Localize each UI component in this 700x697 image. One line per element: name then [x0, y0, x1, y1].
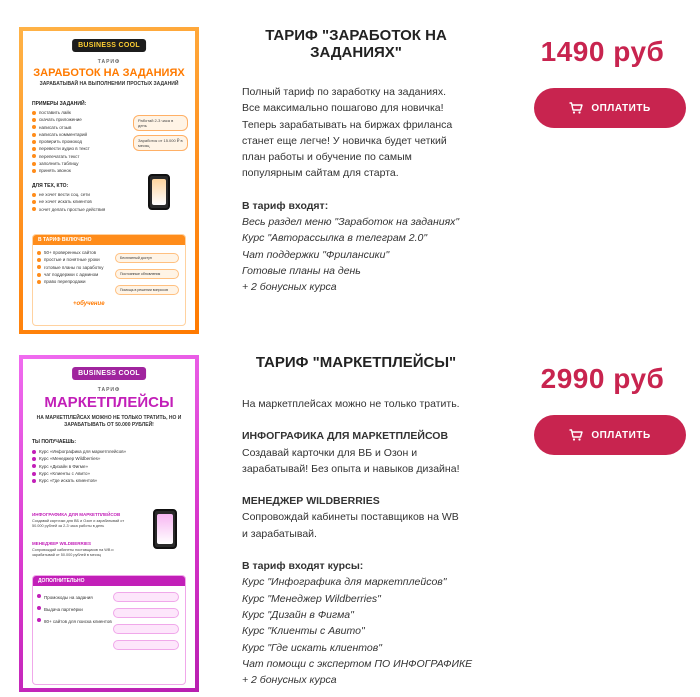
list-item: заполнить таблицу: [32, 160, 90, 167]
cart-icon: [569, 102, 583, 114]
poster-title: МАРКЕТПЛЕЙСЫ: [44, 394, 174, 411]
includes-item: Готовые планы на день: [242, 264, 361, 277]
description-line: план работы и обучение по самым: [242, 151, 412, 164]
pay-button[interactable]: [534, 415, 686, 455]
poster-tile: Помощь в решении вопросов: [115, 285, 179, 295]
list-item: Курс «Где искать клиентов»: [32, 477, 126, 484]
poster-audience-list: [32, 191, 105, 213]
tariff-card-tasks: [0, 0, 700, 345]
poster-text: Создавай карточки для ВБ и Озон и зарабатывай от 50.000 рублей за 2-3 часа работы в день: [32, 519, 125, 528]
list-item: 50+ проверенных сайтов: [37, 249, 103, 256]
poster-section-heading: ТЫ ПОЛУЧАЕШЬ:: [32, 439, 77, 445]
poster-kicker: ТАРИФ: [97, 59, 121, 65]
includes-heading: В тариф входят курсы:: [242, 560, 364, 573]
poster-tile: [113, 592, 179, 602]
tariff-poster-image: [19, 27, 199, 334]
description-line: зарабатывай! Без опыта и навыков дизайна!: [242, 462, 460, 475]
poster-extra-list: [37, 592, 112, 628]
poster-course-list: [32, 448, 126, 484]
list-item: Курс «Менеджер Wildberries»: [32, 455, 126, 462]
poster-section-heading: ИНФОГРАФИКА ДЛЯ МАРКЕТПЛЕЙСОВ: [32, 512, 121, 517]
poster-subtitle: ЗАРАБАТЫВАЙ НА ВЫПОЛНЕНИИ ПРОСТЫХ ЗАДАНИЙ: [39, 81, 179, 87]
includes-item: Чат помощи с экспертом ПО ИНФОГРАФИКЕ: [242, 657, 473, 670]
poster-box-heading: В ТАРИФ ВКЛЮЧЕНО: [33, 235, 185, 245]
tariff-price: 1490 руб: [540, 36, 665, 67]
poster-subtitle: НА МАРКЕТПЛЕЙСАХ МОЖНО НЕ ТОЛЬКО ТРАТИТЬ, НО И ЗАРАБАТЫВАТЬ ОТ 50.000 РУБЛЕЙ!: [36, 415, 182, 428]
includes-item: + 2 бонусных курса: [242, 674, 337, 687]
poster-section-heading: ПРИМЕРЫ ЗАДАНИЙ:: [32, 101, 87, 107]
list-item: Выдача партнёрки: [37, 604, 112, 616]
tariff-title: ТАРИФ "МАРКЕТПЛЕЙСЫ": [255, 354, 457, 371]
list-item: право перепродажи: [37, 278, 103, 285]
brand-logo: BUSINESS COOL: [72, 39, 146, 52]
list-item: не хочет вести соц. сети: [32, 191, 105, 198]
includes-heading: В тариф входят:: [242, 199, 329, 212]
includes-item: Курс "Инфографика для маркетплейсов": [242, 576, 447, 589]
list-item: 80+ сайтов для поиска клиентов: [37, 616, 112, 628]
includes-item: Весь раздел меню "Заработок на заданиях": [242, 216, 460, 229]
list-item: хочет делать простые действия: [32, 206, 105, 213]
poster-task-list: [32, 109, 90, 175]
poster-tile: Постоянные обновления: [115, 269, 179, 279]
subsection-heading: МЕНЕДЖЕР WILDBERRIES: [242, 495, 380, 508]
list-item: Промокоды на задания: [37, 592, 112, 604]
includes-item: Курс "Дизайн в Фигма": [242, 608, 354, 621]
poster-text: Сопровождай кабинеты поставщиков на WB и зарабатывай от 50.000 рублей в месяц: [32, 548, 114, 557]
tariff-poster-image: [19, 355, 199, 692]
includes-item: Курс "Клиенты с Авито": [242, 625, 365, 638]
description-line: Теперь зарабатывать на биржах фриланса: [242, 118, 453, 131]
poster-tile: [113, 624, 179, 634]
list-item: скачать приложение: [32, 116, 90, 123]
poster-included-box: [32, 234, 186, 326]
description-line: станет еще легче! У новичка будет четкий: [242, 134, 447, 147]
pay-button[interactable]: [534, 88, 686, 128]
list-item: перевести аудио в текст: [32, 145, 90, 152]
includes-item: Чат поддержки "Фрилансики": [242, 248, 390, 261]
list-item: поставить лайк: [32, 109, 90, 116]
poster-kicker: ТАРИФ: [97, 387, 121, 393]
includes-item: + 2 бонусных курса: [242, 281, 337, 294]
pay-button-label: ОПЛАТИТЬ: [591, 102, 651, 114]
list-item: принять звонок: [32, 167, 90, 174]
brand-logo: BUSINESS COOL: [72, 367, 146, 380]
list-item: Курс «Инфографика для маркетплейсов»: [32, 448, 126, 455]
subsection-heading: ИНФОГРАФИКА ДЛЯ МАРКЕТПЛЕЙСОВ: [242, 430, 449, 443]
description-line: Сопровождай кабинеты поставщиков на WB: [242, 511, 459, 524]
cart-icon: [569, 429, 583, 441]
poster-included-list: [37, 249, 103, 285]
poster-section-heading: ДЛЯ ТЕХ, КТО:: [32, 183, 69, 189]
list-item: чат поддержки с админом: [37, 271, 103, 278]
phone-illustration-icon: [148, 174, 170, 210]
phone-illustration-icon: [153, 509, 177, 549]
description-line: Создавай карточки для ВБ и Озон и: [242, 446, 418, 459]
poster-badge: Заработок от 15.000 ₽ в месяц: [133, 135, 188, 151]
tariff-price: 2990 руб: [540, 363, 665, 394]
list-item: готовые планы по заработку: [37, 264, 103, 271]
description-line: Все максимально пошагово для новичка!: [242, 102, 444, 115]
poster-badge: Работай 2-3 часа в день: [133, 115, 188, 131]
description-line: популярным сайтам для старта.: [242, 167, 399, 180]
list-item: написать отзыв: [32, 124, 90, 131]
poster-extra-box: [32, 575, 186, 685]
includes-item: Курс "Менеджер Wildberries": [242, 592, 381, 605]
pay-button-label: ОПЛАТИТЬ: [591, 429, 651, 441]
poster-note: +обучение: [73, 301, 105, 307]
poster-tile: Бесплатный доступ: [115, 253, 179, 263]
tariff-card-marketplaces: [0, 345, 700, 697]
list-item: перепечатать текст: [32, 153, 90, 160]
poster-tile: [113, 608, 179, 618]
list-item: Курс «Клиенты с Авито»: [32, 470, 126, 477]
description-line: Полный тариф по заработку на заданиях.: [242, 86, 446, 98]
includes-item: Курс "Где искать клиентов": [242, 641, 382, 654]
list-item: не хочет искать клиентов: [32, 198, 105, 205]
includes-item: Курс "Авторассылка в телеграм 2.0": [242, 232, 428, 245]
poster-title: ЗАРАБОТОК НА ЗАДАНИЯХ: [33, 67, 185, 79]
tariff-description: [242, 396, 482, 688]
list-item: написать комментарий: [32, 131, 90, 138]
poster-box-heading: ДОПОЛНИТЕЛЬНО: [33, 576, 185, 586]
list-item: простые и понятные уроки: [37, 256, 103, 263]
description-line: и зарабатывай.: [242, 527, 317, 540]
tariff-description: [242, 84, 482, 296]
list-item: Курс «Дизайн в Фигме»: [32, 463, 126, 470]
list-item: проверить промокод: [32, 138, 90, 145]
poster-section-heading: МЕНЕДЖЕР WILDBERRIES: [32, 541, 92, 546]
poster-tile: [113, 640, 179, 650]
description-line: На маркетплейсах можно не только тратить.: [242, 398, 460, 410]
tariff-title: ТАРИФ "ЗАРАБОТОК НА ЗАДАНИЯХ": [265, 27, 447, 61]
